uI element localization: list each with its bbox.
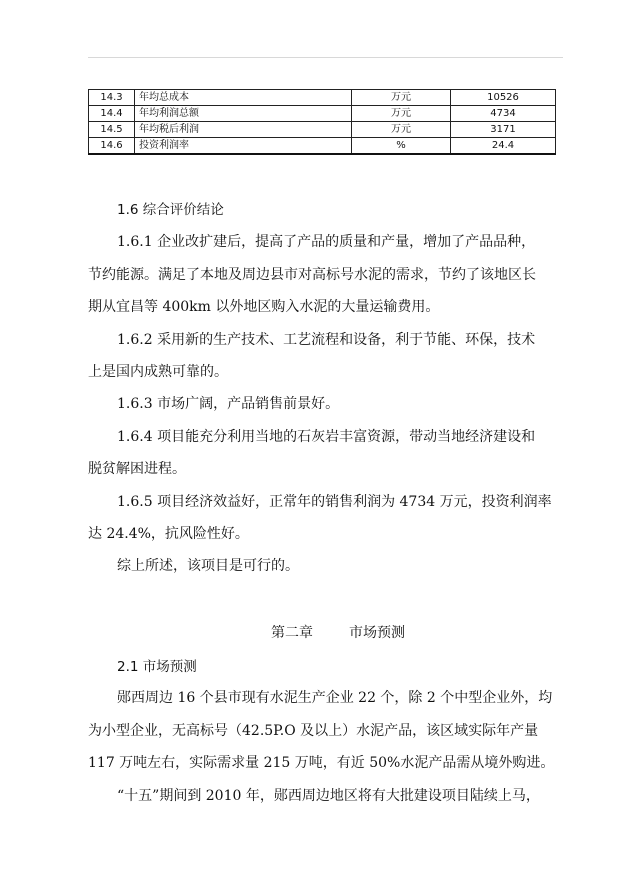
- table-row: [89, 90, 556, 106]
- section-heading-2-1: 2.1 市场预测: [117, 659, 197, 675]
- chapter-title: [88, 622, 588, 642]
- indicator-value: 10526: [451, 90, 556, 106]
- paragraph-2-1-line2: 为小型企业，无高标号（42.5P.O 及以上）水泥产品，该区域实际年产量: [88, 723, 539, 739]
- indicator-value: 4734: [451, 106, 556, 122]
- indicator-unit: 万元: [352, 106, 451, 122]
- paragraph-1-6-5-line1: 1.6.5 项目经济效益好，正常年的销售利润为 4734 万元，投资利润率: [117, 494, 552, 510]
- chapter-label: 第二章: [271, 625, 313, 641]
- paragraph-1-6-4-line2: 脱贫解困进程。: [88, 461, 186, 477]
- section-heading-1-6: 1.6 综合评价结论: [117, 202, 224, 218]
- paragraph-1-6-2-line1: 1.6.2 采用新的生产技术、工艺流程和设备，利于节能、环保，技术: [117, 332, 536, 348]
- indicator-name: 年均总成本: [135, 90, 352, 106]
- indicator-unit: %: [352, 138, 451, 155]
- paragraph-1-6-4-line1: 1.6.4 项目能充分利用当地的石灰岩丰富资源，带动当地经济建设和: [117, 429, 536, 445]
- row-number: 14.4: [89, 106, 135, 122]
- table-row: [89, 122, 556, 138]
- paragraph-1-6-3: 1.6.3 市场广阔，产品销售前景好。: [117, 396, 340, 412]
- table-row: [89, 106, 556, 122]
- financial-indicator-table: [88, 89, 556, 155]
- chapter-name: 市场预测: [349, 625, 405, 641]
- row-number: 14.5: [89, 122, 135, 138]
- page-header-rule: [88, 57, 563, 58]
- indicator-name: 投资利润率: [135, 138, 352, 155]
- table-row: [89, 138, 556, 155]
- paragraph-2-1-line1: 郧西周边 16 个县市现有水泥生产企业 22 个，除 2 个中型企业外，均: [117, 690, 553, 706]
- row-number: 14.3: [89, 90, 135, 106]
- paragraph-1-6-1-line2: 节约能源。满足了本地及周边县市对高标号水泥的需求，节约了该地区长: [88, 267, 536, 283]
- paragraph-1-6-5-line2: 达 24.4%，抗风险性好。: [88, 526, 249, 542]
- row-number: 14.6: [89, 138, 135, 155]
- paragraph-1-6-1-line3: 期从宜昌等 400km 以外地区购入水泥的大量运输费用。: [88, 299, 440, 315]
- indicator-unit: 万元: [352, 122, 451, 138]
- paragraph-1-6-1-line1: 1.6.1 企业改扩建后，提高了产品的质量和产量，增加了产品品种，: [117, 234, 536, 250]
- paragraph-2-1-next-line1: “十五”期间到 2010 年，郧西周边地区将有大批建设项目陆续上马，: [117, 788, 540, 804]
- indicator-name: 年均利润总额: [135, 106, 352, 122]
- paragraph-2-1-line3: 117 万吨左右，实际需求量 215 万吨，有近 50%水泥产品需从境外购进。: [88, 755, 555, 771]
- indicator-value: 24.4: [451, 138, 556, 155]
- indicator-value: 3171: [451, 122, 556, 138]
- indicator-name: 年均税后利润: [135, 122, 352, 138]
- paragraph-1-6-2-line2: 上是国内成熟可靠的。: [88, 364, 228, 380]
- indicator-unit: 万元: [352, 90, 451, 106]
- conclusion-paragraph: 综上所述，该项目是可行的。: [117, 558, 299, 574]
